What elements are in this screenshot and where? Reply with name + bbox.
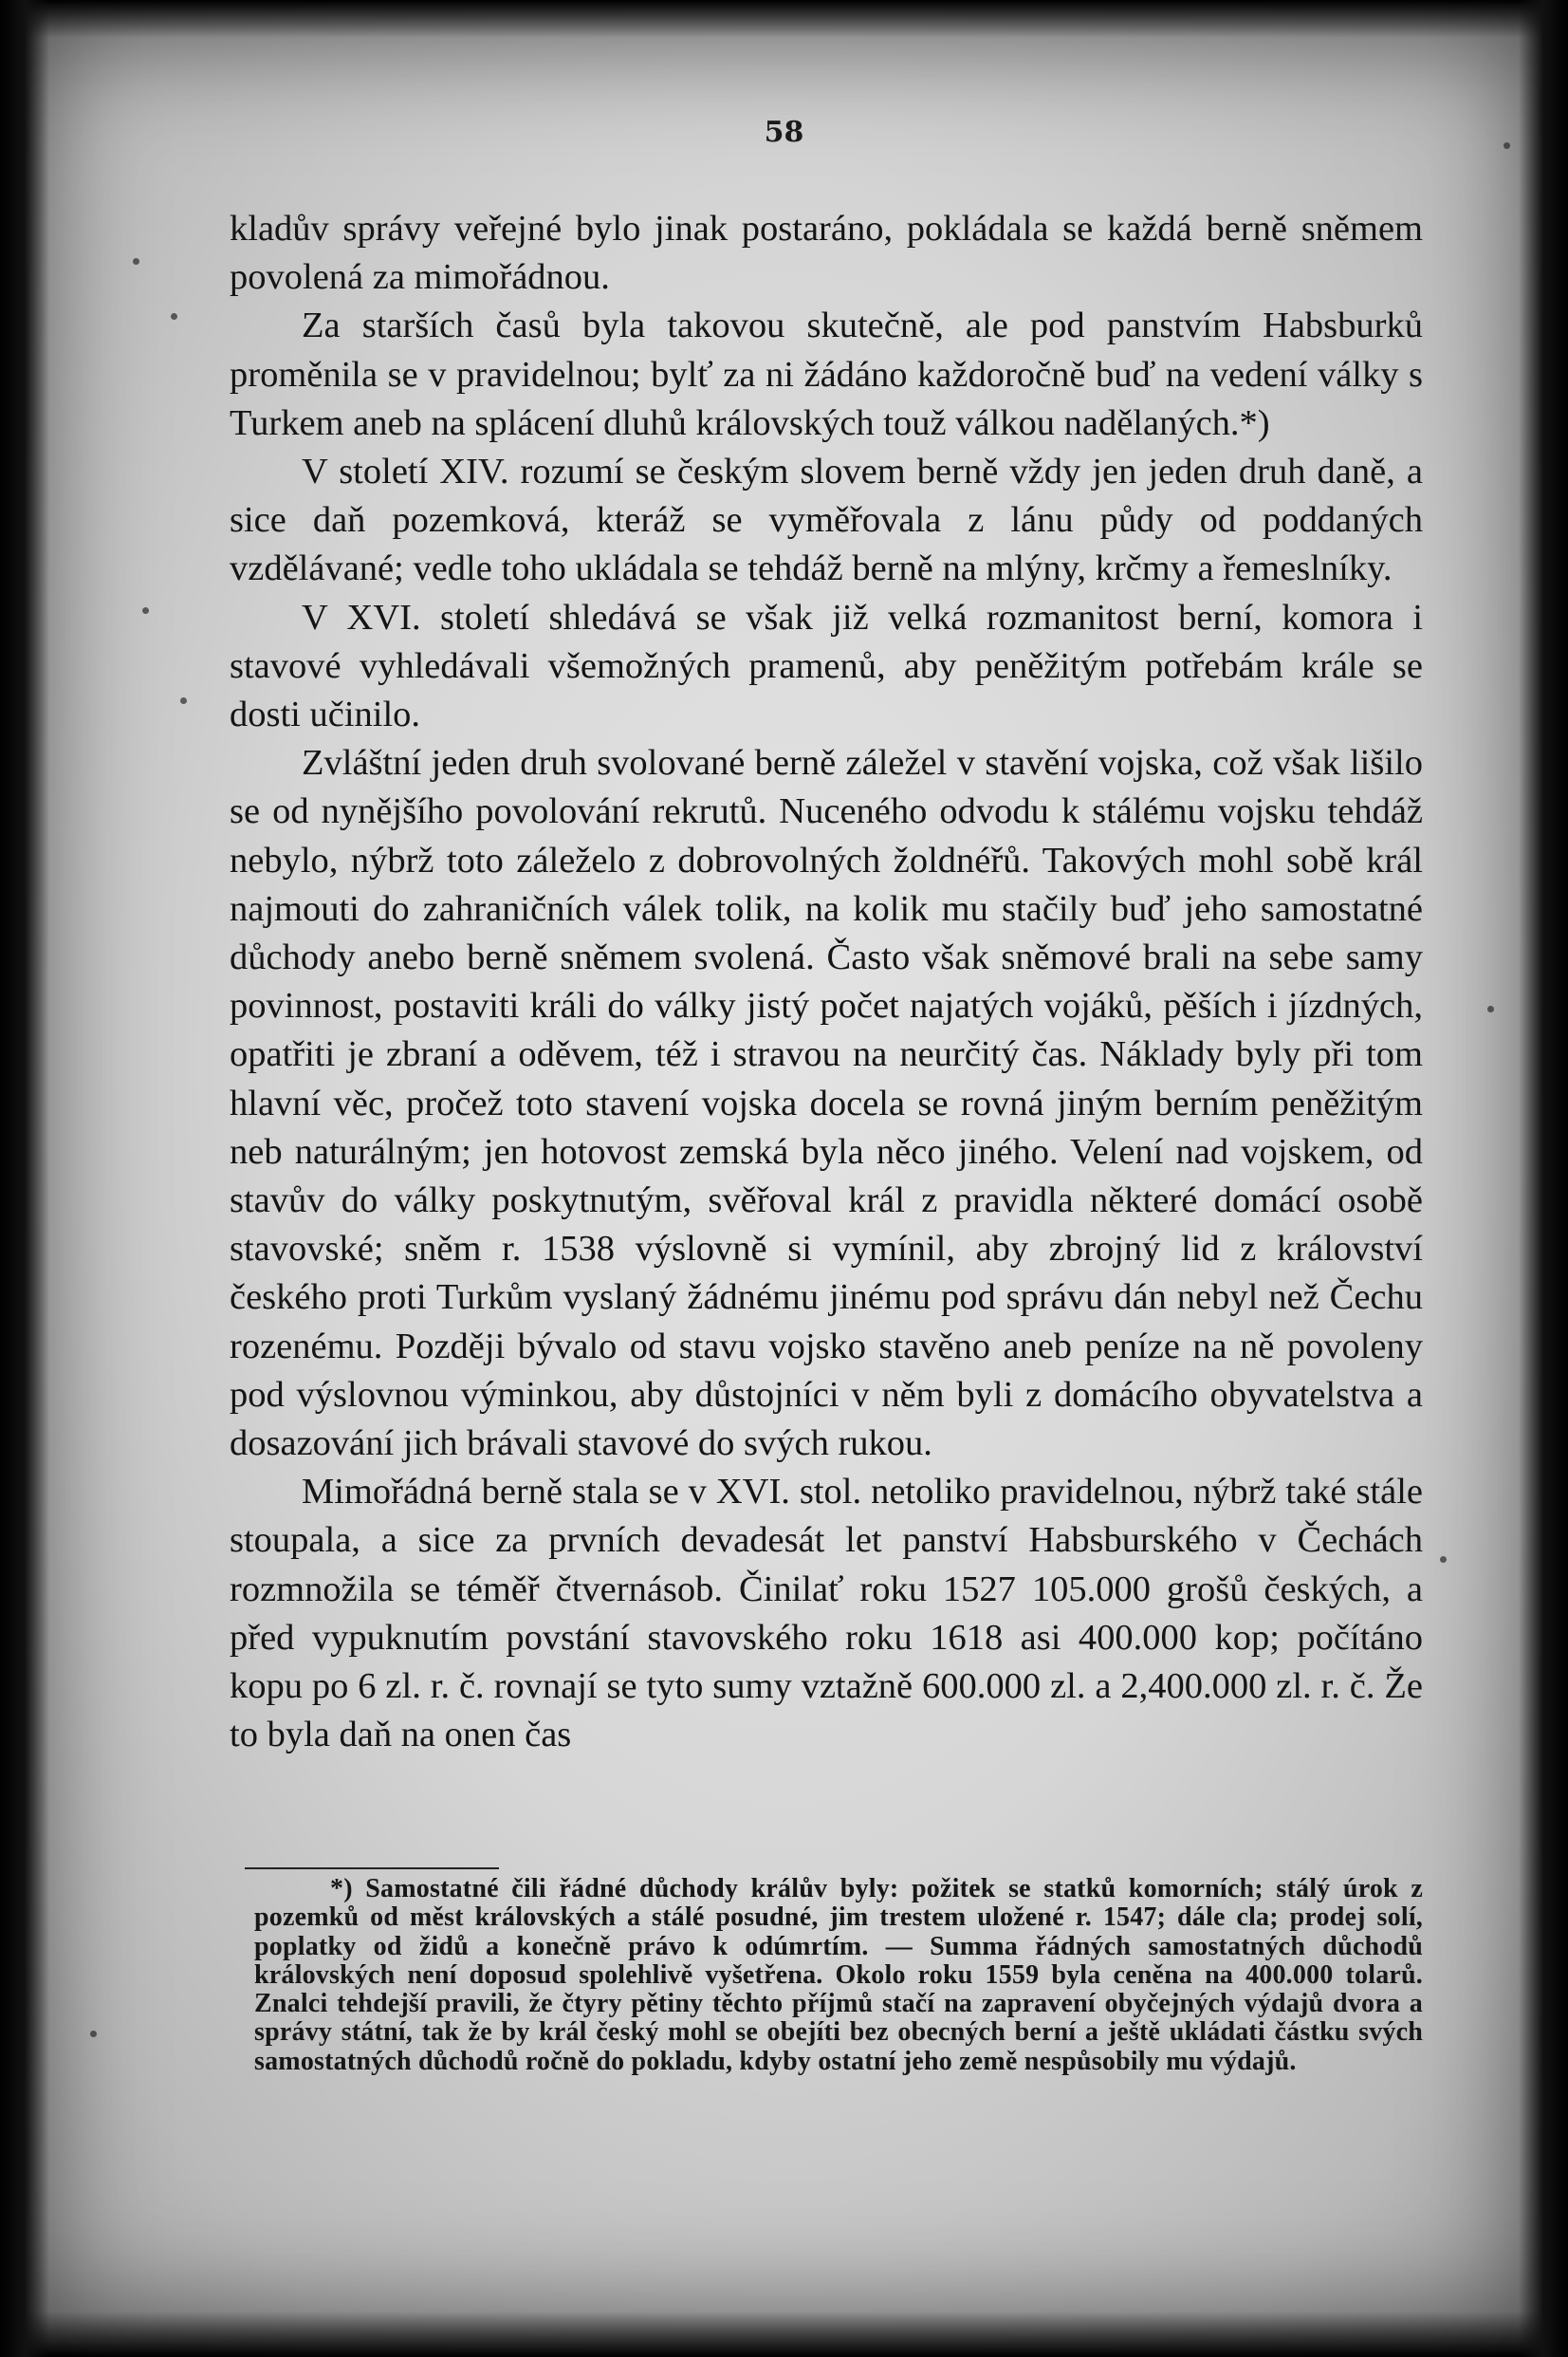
- paragraph-4: V XVI. století shledává se však již velká rozmanitost berní, komora i stavové vyhledávali všemožných pramenů, aby peněžitým potřebám krále se dosti učinilo.: [230, 597, 1423, 735]
- scan-speck: [171, 313, 177, 320]
- scan-speck: [1487, 1006, 1494, 1012]
- scan-speck: [90, 2031, 97, 2037]
- scan-speck: [1440, 1556, 1447, 1563]
- paragraph-5: Zvláštní jeden druh svolované berně záležel v stavění vojska, což však lišilo se od nynějšího povolování rekrutů. Nuceného odvodu k stálému vojsku tehdáž nebylo, nýbrž toto záleželo z dobrovolných žoldnéřů. Takových mohl sobě král najmouti do zahraničních válek tolik, na kolik mu stačily buď jeho samostatné důchody anebo berně sněmem svolená. Často však sněmové brali na sebe samy povinnost, postaviti králi do války jistý počet najatých vojáků, pěších i jízdných, opatřiti je zbraní a oděvem, též i stravou na neurčitý čas. Náklady byly při tom hlavní věc, pročež toto stavení vojska docela se rovná jiným berním peněžitým neb naturálným; jen hotovost zemská byla něco jiného. Velení nad vojskem, od stavův do války poskytnutým, svěřoval král z pravidla některé domácí osobě stavovské; sněm r. 1538 výslovně si vymínil, aby zbrojný lid z království českého proti Turkům vyslaný žádnému jinému pod správu dán nebyl než Čechu rozenému. Později bývalo od stavu vojsko stavěno aneb peníze na ně povoleny pod výslovnou výminkou, aby důstojníci v něm byli z domácího obyvatelstva a dosazování jich brávali stavové do svých rukou.: [230, 743, 1423, 1464]
- footnote-block: [254, 1875, 1423, 2076]
- scan-speck: [133, 258, 139, 265]
- footnote-divider: [245, 1867, 499, 1869]
- body-text: [230, 205, 1423, 1760]
- paragraph-1: kladův správy veřejné bylo jinak postaráno, pokládala se každá berně sněmem povolená za mimořádnou.: [230, 209, 1423, 298]
- scan-bottom-shadow: [0, 2311, 1568, 2357]
- paragraph-6: Mimořádná berně stala se v XVI. stol. netoliko pravidelnou, nýbrž také stále stoupala, a sice za prvních devadesát let panství Habsburského v Čechách rozmnožila se téměř čtvernásob. Činilať roku 1527 105.000 grošů českých, a před vypuknutím povstání stavovského roku 1618 asi 400.000 kop; počítáno kopu po 6 zl. r. č. rovnají se tyto sumy vztažně 600.000 zl. a 2,400.000 zl. r. č. Že to byla daň na onen čas: [230, 1472, 1423, 1755]
- footnote-text: *) Samostatné čili řádné důchody králův byly: požitek se statků komorních; stálý úrok z pozemků od měst královských a stálé posudné, jim trestem uložené r. 1547; dále cla; prodej solí, poplatky od židů a konečně právo k odúmrtím. — Summa řádných samostatných důchodů královských není doposud spolehlivě vyšetřena. Okolo roku 1559 byla ceněna na 400.000 tolarů. Znalci tehdejší pravili, že čtyry pětiny těchto příjmů stačí na zapravení obyčejných výdajů dvora a správy státní, tak že by král český mohl se obejíti bez obecných berní a ještě ukládati částku svých samostatných důchodů ročně do pokladu, kdyby ostatní jeho země nespůsobily mu výdajů.: [254, 1874, 1423, 2076]
- scan-speck: [1503, 142, 1510, 149]
- scan-right-shadow: [1519, 0, 1568, 2357]
- page-number: 58: [764, 116, 804, 149]
- scan-top-shadow: [0, 0, 1568, 38]
- paragraph-2: Za starších časů byla takovou skutečně, ale pod panstvím Habsburků proměnila se v pravidelnou; bylť za ni žádáno každoročně buď na vedení války s Turkem aneb na splácení dluhů královských touž válkou nadělaných.*): [230, 306, 1423, 443]
- scan-left-shadow: [0, 0, 49, 2357]
- scan-speck: [142, 607, 149, 614]
- paragraph-3: V století XIV. rozumí se českým slovem berně vždy jen jeden druh daně, a sice daň pozemková, kteráž se vyměřovala z lánu půdy od poddaných vzdělávané; vedle toho ukládala se tehdáž berně na mlýny, krčmy a řemeslníky.: [230, 452, 1423, 589]
- scan-speck: [180, 697, 187, 704]
